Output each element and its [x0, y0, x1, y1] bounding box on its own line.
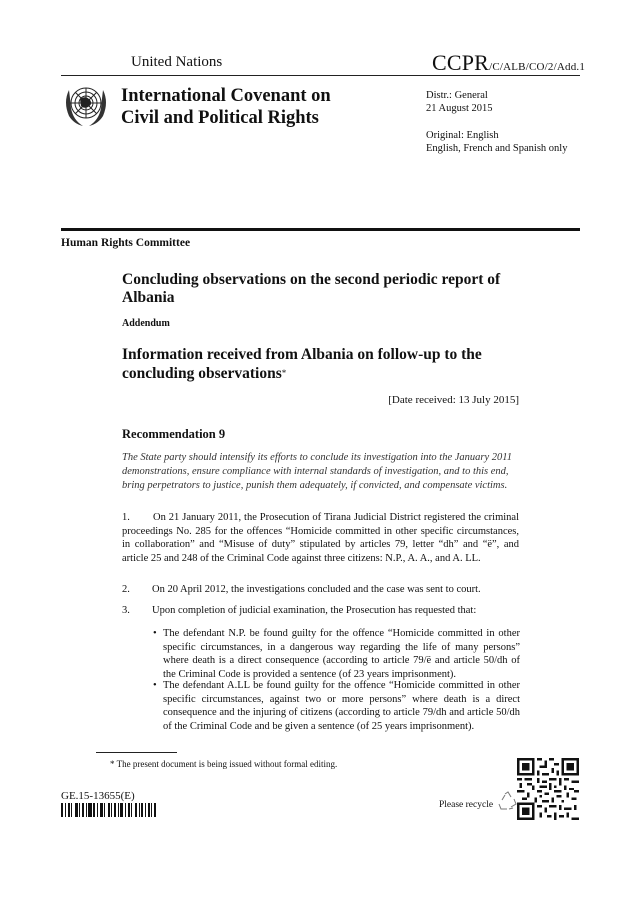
recommendation-text: The State party should intensify its efforts to conclude its investigation into the January 2011 demonstrations, ensure compliance with internal standards of investigation, and to this end, bring perpetrators to justice, punish them adequately, if convicted, and compensate victims.	[122, 452, 513, 491]
issue-date: 21 August 2015	[426, 103, 493, 114]
document-symbol	[432, 50, 585, 76]
paragraph-number: 3.	[122, 605, 130, 616]
languages: English, French and Spanish only	[426, 143, 568, 154]
document-metadata	[426, 89, 567, 155]
bullet-list-2	[153, 679, 520, 734]
paragraph-2	[122, 583, 519, 597]
covenant-title-line1: International Covenant on	[121, 86, 331, 106]
qr-code-icon	[517, 758, 579, 820]
organization-name: United Nations	[131, 54, 223, 70]
barcode-icon	[61, 803, 167, 817]
report-title: Concluding observations on the second periodic report of Albania	[122, 271, 501, 306]
bullet-list-1	[153, 627, 520, 682]
symbol-main: CCPR	[432, 50, 490, 75]
committee-name: Human Rights Committee	[61, 237, 191, 249]
symbol-suffix: /C/ALB/CO/2/Add.1	[489, 61, 586, 73]
paragraph-1	[122, 511, 519, 566]
section-rule	[61, 228, 580, 231]
footnote-marker[interactable]: *	[281, 368, 287, 378]
info-title-text: Information received from Albania on follow-up to the concluding observations	[122, 346, 482, 382]
covenant-title-line2: Civil and Political Rights	[121, 108, 319, 128]
footnote-rule	[96, 752, 177, 753]
original-language: Original: English	[426, 130, 499, 141]
bullet-item: • The defendant A.LL be found guilty for the offence “Homicide committed in other specific circumstances, against two or more persons” where death is a direct consequence and the injuring of citizens (according to article 79/dh and article 50/dh of the Criminal Code and be given a sentence (of 25 years imprisonment).	[153, 679, 520, 734]
paragraph-text: On 20 April 2012, the investigations concluded and the case was sent to court.	[152, 584, 481, 595]
paragraph-text: Upon completion of judicial examination, the Prosecution has requested that:	[152, 605, 477, 616]
header-rule	[61, 75, 580, 76]
info-title	[122, 346, 532, 383]
paragraph-3	[122, 604, 519, 618]
date-received: [Date received: 13 July 2015]	[388, 394, 519, 406]
recycle-label: Please recycle	[439, 800, 494, 810]
footnote: * The present document is being issued without formal editing.	[110, 759, 338, 769]
recycle-icon	[497, 790, 519, 812]
recommendation-heading: Recommendation 9	[122, 427, 226, 441]
addendum-label: Addendum	[122, 318, 170, 329]
paragraph-text: On 21 January 2011, the Prosecution of Tirana Judicial District registered the criminal proceedings No. 285 for the offences “Homicide committed in other specific circumstances, in collaboration” and “Misuse of duty” stipulated by articles 79, letter “dh” and “ë”, and article 25 and 248 of the Criminal Code against three citizens: N.P., A. A., and A. LL.	[122, 512, 519, 565]
paragraph-number: 2.	[122, 584, 130, 595]
paragraph-number: 1.	[122, 512, 130, 523]
document-code: GE.15-13655(E)	[61, 790, 135, 802]
distribution: Distr.: General	[426, 90, 488, 101]
un-emblem-icon	[60, 80, 112, 130]
covenant-title	[121, 85, 331, 129]
bullet-item: • The defendant N.P. be found guilty for the offence “Homicide committed in other specific circumstances, in a dangerous way regarding the life of many persons” where death is a direct consequence (according to article 79/ë and article 50/dh of the Criminal Code is provided a sentence (of 23 years imprisonment).	[153, 627, 520, 682]
